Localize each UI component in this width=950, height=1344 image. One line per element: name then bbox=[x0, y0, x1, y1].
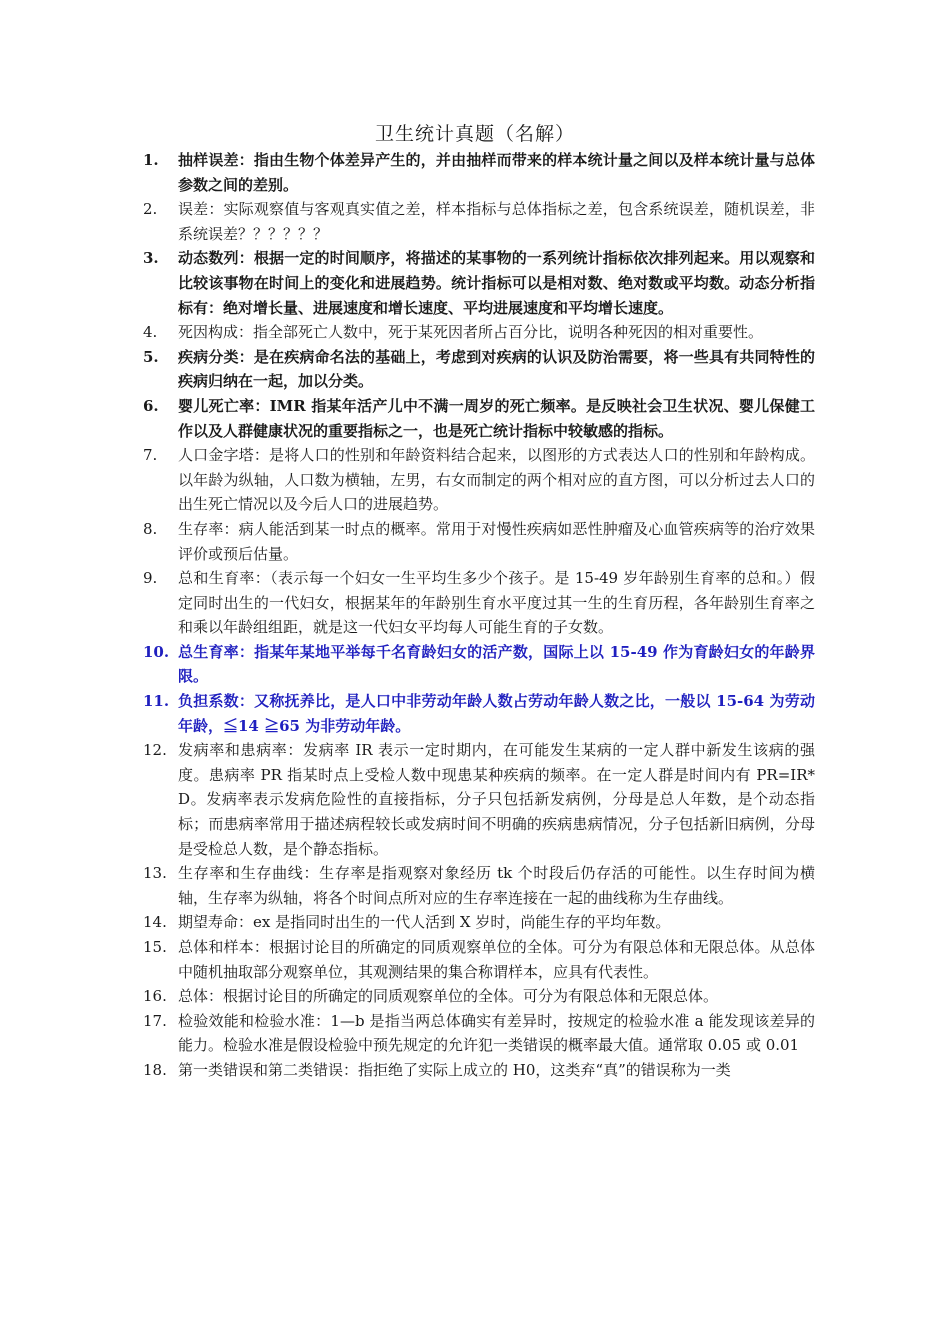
item-text: 检验效能和检验水准：1—b 是指当两总体确实有差异时，按规定的检验水准 a 能发现该差异的能力。检验水准是假设检验中预先规定的允许犯一类错误的概率最大值。通常取 0.05 或 0.01 bbox=[178, 1011, 815, 1055]
list-item bbox=[143, 1058, 815, 1083]
item-text: 第一类错误和第二类错误：指拒绝了实际上成立的 H0，这类弃“真”的错误称为一类 bbox=[178, 1060, 731, 1079]
list-item bbox=[143, 1009, 815, 1058]
item-text: 误差：实际观察值与客观真实值之差，样本指标与总体指标之差，包含系统误差，随机误差，非系统误差？？？？？？ bbox=[178, 200, 815, 243]
item-number: 1. bbox=[143, 151, 159, 169]
list-item bbox=[143, 861, 815, 910]
item-number: 15. bbox=[143, 938, 167, 956]
item-text: 负担系数：又称抚养比，是人口中非劳动年龄人数占劳动年龄人数之比，一般以 15-64 为劳动年龄，≦14 ≧65 为非劳动年龄。 bbox=[178, 692, 815, 735]
list-item bbox=[143, 738, 815, 861]
item-text: 抽样误差：指由生物个体差异产生的，并由抽样而带来的样本统计量之间以及样本统计量与总体参数之间的差别。 bbox=[178, 151, 815, 194]
list-item bbox=[143, 935, 815, 984]
item-number: 14. bbox=[143, 913, 167, 932]
item-text: 期望寿命：ex 是指同时出生的一代人活到 X 岁时，尚能生存的平均年数。 bbox=[178, 913, 671, 932]
item-text: 总体和样本：根据讨论目的所确定的同质观察单位的全体。可分为有限总体和无限总体。从总体中随机抽取部分观察单位，其观测结果的集合称谓样本，应具有代表性。 bbox=[178, 938, 815, 981]
item-number: 8. bbox=[143, 519, 158, 538]
list-item bbox=[143, 984, 815, 1009]
item-number: 17. bbox=[143, 1011, 167, 1030]
list-item bbox=[143, 910, 815, 935]
item-number: 10. bbox=[143, 642, 170, 661]
item-number: 18. bbox=[143, 1060, 167, 1079]
list-item bbox=[143, 689, 815, 738]
item-number: 3. bbox=[143, 249, 159, 268]
item-number: 5. bbox=[143, 347, 159, 366]
document-title: 卫生统计真题（名解） bbox=[374, 123, 575, 145]
item-number: 7. bbox=[143, 446, 158, 465]
list-item bbox=[143, 320, 815, 345]
item-number: 9. bbox=[143, 569, 158, 588]
list-item bbox=[143, 566, 815, 640]
item-number: 16. bbox=[143, 987, 167, 1006]
item-text: 生存率：病人能活到某一时点的概率。常用于对慢性疾病如恶性肿瘤及心血管疾病等的治疗效果评价或预后估量。 bbox=[178, 519, 815, 563]
item-number: 6. bbox=[143, 396, 159, 415]
item-text: 总体：根据讨论目的所确定的同质观察单位的全体。可分为有限总体和无限总体。 bbox=[178, 987, 719, 1006]
item-text: 动态数列：根据一定的时间顺序，将描述的某事物的一系列统计指标依次排列起来。用以观察和比较该事物在时间上的变化和进展趋势。统计指标可以是相对数、绝对数或平均数。动态分析指标有：绝对增长量、进展速度和增长速度、平均进展速度和平均增长速度。 bbox=[178, 249, 815, 317]
item-number: 2. bbox=[143, 200, 158, 219]
list-item bbox=[143, 246, 815, 320]
list-item bbox=[143, 394, 815, 443]
definition-list bbox=[143, 148, 815, 1083]
item-number: 12. bbox=[143, 741, 167, 760]
item-text: 死因构成：指全部死亡人数中，死于某死因者所占百分比，说明各种死因的相对重要性。 bbox=[178, 323, 764, 342]
item-text: 发病率和患病率：发病率 IR 表示一定时期内，在可能发生某病的一定人群中新发生该病的强度。患病率 PR 指某时点上受检人数中现患某种疾病的频率。在一定人群是时间内有 PR=IR*D。发病率表示发病危险性的直接指标，分子只包括新发病例，分母是总人年数，是个动态指标；而患病率常用于描述病程较长或发病时间不明确的疾病患病情况，分子包括新旧病例，分母是受检总人数，是个静态指标。 bbox=[178, 741, 815, 858]
item-text: 人口金字塔：是将人口的性别和年龄资料结合起来，以图形的方式表达人口的性别和年龄构成。以年龄为纵轴，人口数为横轴，左男，右女而制定的两个相对应的直方图，可以分析过去人口的出生死亡情况以及今后人口的进展趋势。 bbox=[178, 446, 815, 514]
item-number: 11. bbox=[143, 692, 170, 711]
list-item bbox=[143, 443, 815, 517]
list-item bbox=[143, 640, 815, 689]
list-item bbox=[143, 148, 815, 197]
item-text: 婴儿死亡率：IMR 指某年活产儿中不满一周岁的死亡频率。是反映社会卫生状况、婴儿保健工作以及人群健康状况的重要指标之一，也是死亡统计指标中较敏感的指标。 bbox=[178, 396, 815, 440]
item-number: 4. bbox=[143, 323, 158, 342]
list-item bbox=[143, 345, 815, 394]
item-text: 生存率和生存曲线：生存率是指观察对象经历 tk 个时段后仍存活的可能性。以生存时间为横轴，生存率为纵轴，将各个时间点所对应的生存率连接在一起的曲线称为生存曲线。 bbox=[178, 864, 815, 907]
list-item bbox=[143, 197, 815, 246]
item-text: 总和生育率：（表示每一个妇女一生平均生多少个孩子。是 15-49 岁年龄别生育率的总和。）假定同时出生的一代妇女，根据某年的年龄别生育水平度过其一生的生育历程，各年龄别生育率之和乘以年龄组组距，就是这一代妇女平均每人可能生育的子女数。 bbox=[178, 569, 815, 637]
item-text: 总生育率：指某年某地平举每千名育龄妇女的活产数，国际上以 15-49 作为育龄妇女的年龄界限。 bbox=[178, 642, 815, 686]
list-item bbox=[143, 517, 815, 566]
item-text: 疾病分类：是在疾病命名法的基础上，考虑到对疾病的认识及防治需要，将一些具有共同特性的疾病归纳在一起，加以分类。 bbox=[178, 347, 815, 391]
item-number: 13. bbox=[143, 864, 167, 883]
